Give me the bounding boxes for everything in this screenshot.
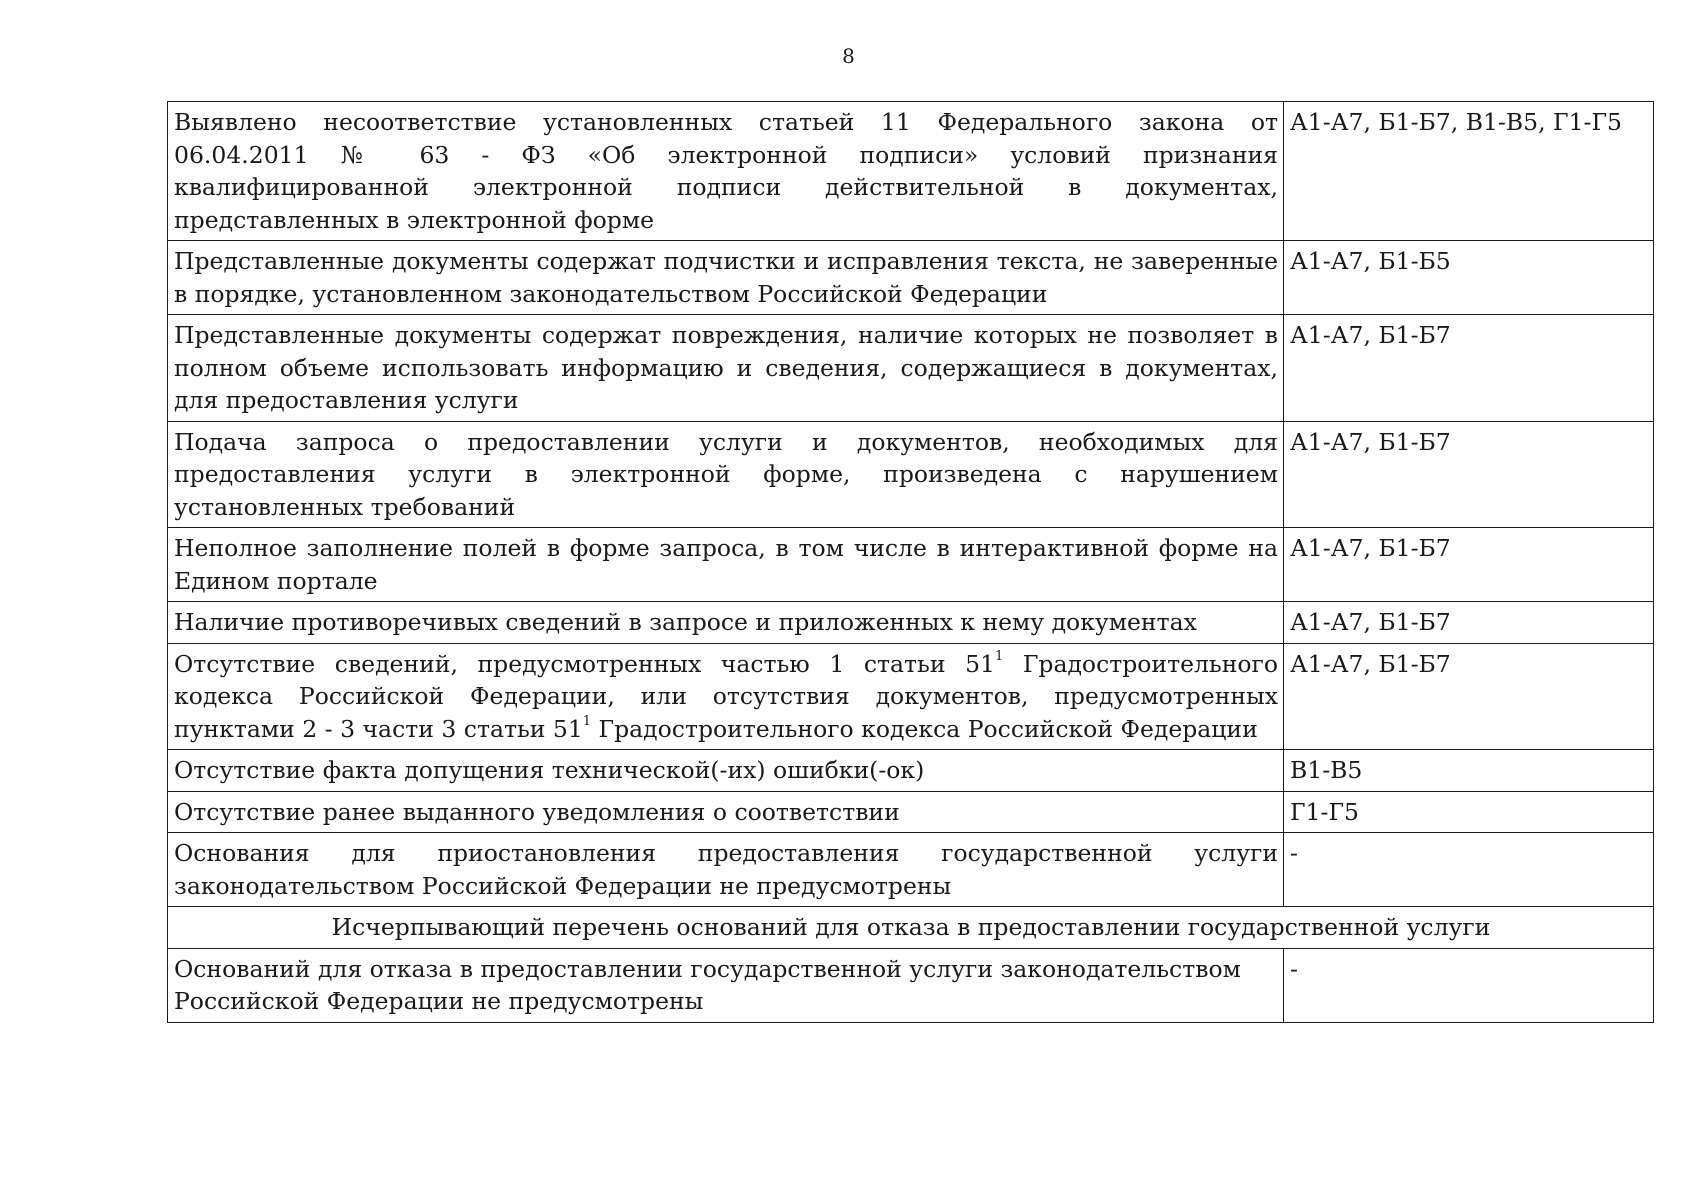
grounds-table xyxy=(167,101,1654,1023)
codes-cell: А1-А7, Б1-Б7 xyxy=(1284,528,1654,602)
table-row xyxy=(168,528,1654,602)
table-row xyxy=(168,315,1654,422)
table-row xyxy=(168,833,1654,907)
codes-cell: - xyxy=(1284,948,1654,1022)
reason-text: Отсутствие сведений, предусмотренных частью 1 статьи 51 xyxy=(174,649,995,678)
reason-cell xyxy=(168,643,1284,750)
reason-cell: Выявлено несоответствие установленных статьей 11 Федерального закона от 06.04.2011 № 63 - ФЗ «Об электронной подписи» условий признания квалифицированной электронной подписи действительной в документах, представленных в электронной форме xyxy=(168,102,1284,241)
reason-cell: Отсутствие факта допущения технической(-их) ошибки(-ок) xyxy=(168,750,1284,792)
reason-cell: Оснований для отказа в предоставлении государственной услуги законодательством Российской Федерации не предусмотрены xyxy=(168,948,1284,1022)
codes-cell: В1-В5 xyxy=(1284,750,1654,792)
reason-cell: Неполное заполнение полей в форме запроса, в том числе в интерактивной форме на Едином портале xyxy=(168,528,1284,602)
table-row xyxy=(168,421,1654,528)
superscript: 1 xyxy=(582,713,592,729)
reason-cell: Основания для приостановления предоставления государственной услуги законодательством Российской Федерации не предусмотрены xyxy=(168,833,1284,907)
section-header-row xyxy=(168,907,1654,949)
table-row xyxy=(168,102,1654,241)
superscript: 1 xyxy=(994,648,1004,664)
codes-cell: Г1-Г5 xyxy=(1284,791,1654,833)
reason-cell: Наличие противоречивых сведений в запросе и приложенных к нему документах xyxy=(168,602,1284,644)
codes-cell: А1-А7, Б1-Б7 xyxy=(1284,602,1654,644)
table-row xyxy=(168,750,1654,792)
codes-cell: А1-А7, Б1-Б7 xyxy=(1284,421,1654,528)
reason-text: Градостроительного кодекса Российской Федерации xyxy=(591,714,1258,743)
reason-cell: Подача запроса о предоставлении услуги и документов, необходимых для предоставления услуги в электронной форме, произведена с нарушением установленных требований xyxy=(168,421,1284,528)
codes-cell: А1-А7, Б1-Б5 xyxy=(1284,241,1654,315)
table-row xyxy=(168,948,1654,1022)
codes-cell: - xyxy=(1284,833,1654,907)
page-number: 8 xyxy=(842,44,855,68)
reason-text: Градостроительного кодекса Российской Федерации, или отсутствия документов, предусмотренных пунктами 2 - 3 части 3 статьи 51 xyxy=(174,649,1278,743)
table-row xyxy=(168,791,1654,833)
section-header: Исчерпывающий перечень оснований для отказа в предоставлении государственной услуги xyxy=(168,907,1654,949)
reason-cell: Отсутствие ранее выданного уведомления о соответствии xyxy=(168,791,1284,833)
table-row xyxy=(168,602,1654,644)
reason-cell: Представленные документы содержат подчистки и исправления текста, не заверенные в порядке, установленном законодательством Российской Федерации xyxy=(168,241,1284,315)
table-row xyxy=(168,241,1654,315)
codes-cell: А1-А7, Б1-Б7 xyxy=(1284,643,1654,750)
codes-cell: А1-А7, Б1-Б7 xyxy=(1284,315,1654,422)
codes-cell: А1-А7, Б1-Б7, В1-В5, Г1-Г5 xyxy=(1284,102,1654,241)
reason-cell: Представленные документы содержат повреждения, наличие которых не позволяет в полном объеме использовать информацию и сведения, содержащиеся в документах, для предоставления услуги xyxy=(168,315,1284,422)
table-row xyxy=(168,643,1654,750)
